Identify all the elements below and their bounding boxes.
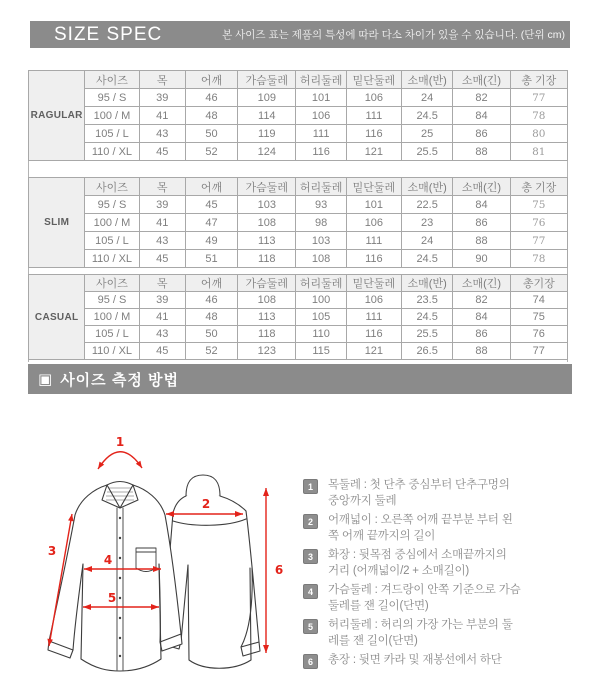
column-header: 가슴둘레	[238, 275, 296, 292]
list-item	[303, 547, 585, 579]
size-table-ragular	[28, 70, 568, 161]
column-header: 사이즈	[85, 178, 139, 196]
table-row	[29, 309, 568, 326]
value-cell: 84	[453, 309, 510, 326]
value-cell: 124	[238, 143, 296, 161]
column-header: 사이즈	[85, 71, 139, 89]
column-header: 가슴둘레	[238, 71, 296, 89]
column-header: 어깨	[185, 275, 237, 292]
diagram-label-3: 3	[47, 544, 57, 558]
line: 둘레를 잰 길이(단면)	[328, 600, 429, 612]
column-header: 밑단둘레	[346, 275, 401, 292]
value-cell: 25.5	[402, 143, 453, 161]
number-badge: 5	[303, 619, 318, 634]
size-cell: 100 / M	[85, 107, 139, 125]
size-spec-header-bar	[30, 21, 570, 48]
value-cell: 116	[346, 250, 401, 268]
value-cell: 111	[346, 107, 401, 125]
value-cell: 39	[139, 292, 185, 309]
line: 가슴둘레 : 겨드랑이 안쪽 기준으로 가슴	[328, 584, 521, 596]
value-cell: 106	[296, 107, 346, 125]
size-table-casual	[28, 274, 568, 360]
size-cell: 95 / S	[85, 292, 139, 309]
size-cell: 105 / L	[85, 326, 139, 343]
number-badge: 3	[303, 549, 318, 564]
value-cell: 88	[453, 143, 510, 161]
value-cell: 43	[139, 125, 185, 143]
value-cell: 80	[510, 125, 567, 143]
value-cell: 41	[139, 309, 185, 326]
value-cell: 48	[185, 107, 237, 125]
value-cell: 84	[453, 196, 510, 214]
diagram-label-6: 6	[274, 563, 284, 577]
value-cell: 46	[185, 89, 237, 107]
column-header: 소매(반)	[402, 275, 453, 292]
value-cell: 74	[510, 292, 567, 309]
value-cell: 114	[238, 107, 296, 125]
value-cell: 116	[346, 125, 401, 143]
value-cell: 108	[296, 250, 346, 268]
value-cell: 76	[510, 214, 567, 232]
value-cell: 39	[139, 89, 185, 107]
column-header: 소매(긴)	[453, 178, 510, 196]
value-cell: 86	[453, 214, 510, 232]
column-header: 소매(반)	[402, 71, 453, 89]
value-cell: 119	[238, 125, 296, 143]
line: 어깨넓이 : 오른쪽 어깨 끝부분 부터 왼	[328, 514, 513, 526]
size-cell: 95 / S	[85, 196, 139, 214]
column-header: 허리둘레	[296, 71, 346, 89]
line: 중앙까지 둘레	[328, 495, 397, 507]
column-header: 소매(긴)	[453, 275, 510, 292]
square-icon: ▣	[38, 371, 54, 388]
value-cell: 24.5	[402, 107, 453, 125]
table-row	[29, 292, 568, 309]
list-item	[303, 582, 585, 614]
column-header: 총 기장	[510, 178, 567, 196]
value-cell: 48	[185, 309, 237, 326]
value-cell: 101	[346, 196, 401, 214]
value-cell: 121	[346, 143, 401, 161]
header-row	[29, 71, 568, 89]
list-item	[303, 477, 585, 509]
measurement-text	[328, 652, 502, 669]
value-cell: 106	[346, 292, 401, 309]
value-cell: 23	[402, 214, 453, 232]
fit-label: SLIM	[29, 178, 85, 268]
table-row	[29, 107, 568, 125]
value-cell: 45	[139, 343, 185, 360]
column-header: 가슴둘레	[238, 178, 296, 196]
header-row	[29, 178, 568, 196]
page-title: SIZE SPEC	[54, 23, 163, 45]
size-cell: 105 / L	[85, 125, 139, 143]
value-cell: 23.5	[402, 292, 453, 309]
value-cell: 22.5	[402, 196, 453, 214]
column-header: 허리둘레	[296, 275, 346, 292]
table-row	[29, 125, 568, 143]
size-cell: 95 / S	[85, 89, 139, 107]
column-header: 목	[139, 178, 185, 196]
value-cell: 24.5	[402, 250, 453, 268]
list-item	[303, 617, 585, 649]
header-row	[29, 275, 568, 292]
table-row	[29, 196, 568, 214]
value-cell: 77	[510, 343, 567, 360]
number-badge: 4	[303, 584, 318, 599]
number-badge: 1	[303, 479, 318, 494]
value-cell: 41	[139, 107, 185, 125]
value-cell: 106	[346, 214, 401, 232]
column-header: 어깨	[185, 71, 237, 89]
value-cell: 49	[185, 232, 237, 250]
value-cell: 103	[296, 232, 346, 250]
value-cell: 43	[139, 326, 185, 343]
size-cell: 110 / XL	[85, 343, 139, 360]
value-cell: 111	[296, 125, 346, 143]
measurement-text	[328, 512, 513, 544]
value-cell: 100	[296, 292, 346, 309]
value-cell: 41	[139, 214, 185, 232]
measurement-definition-list	[303, 477, 585, 672]
size-cell: 100 / M	[85, 309, 139, 326]
value-cell: 86	[453, 125, 510, 143]
line: 목둘레 : 첫 단추 중심부터 단추구멍의	[328, 479, 510, 491]
value-cell: 88	[453, 343, 510, 360]
column-header: 밑단둘레	[346, 71, 401, 89]
value-cell: 25.5	[402, 326, 453, 343]
measure-method-header-bar	[28, 364, 572, 394]
value-cell: 111	[346, 232, 401, 250]
value-cell: 115	[296, 343, 346, 360]
value-cell: 81	[510, 143, 567, 161]
column-header: 어깨	[185, 178, 237, 196]
line: 총장 : 뒷면 카라 및 재봉선에서 하단	[328, 654, 502, 666]
value-cell: 118	[238, 250, 296, 268]
column-header: 소매(반)	[402, 178, 453, 196]
value-cell: 88	[453, 232, 510, 250]
size-cell: 100 / M	[85, 214, 139, 232]
value-cell: 106	[346, 89, 401, 107]
value-cell: 46	[185, 292, 237, 309]
value-cell: 50	[185, 326, 237, 343]
diagram-label-5: 5	[107, 591, 117, 605]
value-cell: 103	[238, 196, 296, 214]
column-header: 총기장	[510, 275, 567, 292]
value-cell: 26.5	[402, 343, 453, 360]
line: 허리둘레 : 허리의 가장 가는 부분의 둘	[328, 619, 513, 631]
measurement-text	[328, 547, 507, 579]
value-cell: 24	[402, 89, 453, 107]
fit-label: CASUAL	[29, 275, 85, 360]
value-cell: 121	[346, 343, 401, 360]
value-cell: 108	[238, 214, 296, 232]
line: 레를 잰 길이(단면)	[328, 635, 418, 647]
value-cell: 111	[346, 309, 401, 326]
measurement-text	[328, 617, 513, 649]
table-row	[29, 326, 568, 343]
size-cell: 110 / XL	[85, 250, 139, 268]
number-badge: 6	[303, 654, 318, 669]
value-cell: 108	[238, 292, 296, 309]
list-item	[303, 652, 585, 669]
value-cell: 75	[510, 196, 567, 214]
value-cell: 39	[139, 196, 185, 214]
value-cell: 76	[510, 326, 567, 343]
column-header: 밑단둘레	[346, 178, 401, 196]
table-row	[29, 250, 568, 268]
value-cell: 51	[185, 250, 237, 268]
value-cell: 86	[453, 326, 510, 343]
shirt-measurement-diagram	[20, 418, 300, 699]
value-cell: 93	[296, 196, 346, 214]
value-cell: 116	[296, 143, 346, 161]
table-row	[29, 343, 568, 360]
value-cell: 43	[139, 232, 185, 250]
value-cell: 52	[185, 343, 237, 360]
value-cell: 47	[185, 214, 237, 232]
value-cell: 50	[185, 125, 237, 143]
list-item	[303, 512, 585, 544]
value-cell: 113	[238, 309, 296, 326]
value-cell: 24	[402, 232, 453, 250]
value-cell: 123	[238, 343, 296, 360]
column-header: 목	[139, 71, 185, 89]
value-cell: 98	[296, 214, 346, 232]
measurement-text	[328, 582, 521, 614]
size-cell: 110 / XL	[85, 143, 139, 161]
value-cell: 78	[510, 250, 567, 268]
value-cell: 45	[139, 250, 185, 268]
value-cell: 113	[238, 232, 296, 250]
shirt-front-view	[48, 482, 182, 672]
value-cell: 52	[185, 143, 237, 161]
value-cell: 82	[453, 89, 510, 107]
value-cell: 75	[510, 309, 567, 326]
column-header: 소매(긴)	[453, 71, 510, 89]
column-header: 허리둘레	[296, 178, 346, 196]
value-cell: 110	[296, 326, 346, 343]
column-header: 목	[139, 275, 185, 292]
fit-label: RAGULAR	[29, 71, 85, 161]
value-cell: 77	[510, 89, 567, 107]
table-row	[29, 214, 568, 232]
measurement-text	[328, 477, 510, 509]
size-disclaimer: 본 사이즈 표는 제품의 특성에 따라 다소 차이가 있을 수 있습니다. (단위 cm)	[222, 29, 565, 41]
table-row	[29, 143, 568, 161]
size-table-slim	[28, 177, 568, 268]
column-header: 사이즈	[85, 275, 139, 292]
column-header: 총 기장	[510, 71, 567, 89]
value-cell: 82	[453, 292, 510, 309]
table-row	[29, 89, 568, 107]
value-cell: 45	[139, 143, 185, 161]
diagram-label-2: 2	[201, 497, 211, 511]
line: 화장 : 뒷목점 중심에서 소매끝까지의	[328, 549, 507, 561]
value-cell: 84	[453, 107, 510, 125]
value-cell: 105	[296, 309, 346, 326]
value-cell: 24.5	[402, 309, 453, 326]
diagram-label-1: 1	[115, 435, 125, 449]
value-cell: 78	[510, 107, 567, 125]
section-title: 사이즈 측정 방법	[60, 371, 179, 389]
size-cell: 105 / L	[85, 232, 139, 250]
line: 쪽 어깨 끝까지의 길이	[328, 530, 436, 542]
value-cell: 77	[510, 232, 567, 250]
value-cell: 118	[238, 326, 296, 343]
number-badge: 2	[303, 514, 318, 529]
value-cell: 90	[453, 250, 510, 268]
table-row	[29, 232, 568, 250]
value-cell: 116	[346, 326, 401, 343]
line: 거리 (어깨넓이/2 + 소매길이)	[328, 565, 470, 577]
value-cell: 25	[402, 125, 453, 143]
diagram-label-4: 4	[103, 553, 113, 567]
value-cell: 109	[238, 89, 296, 107]
value-cell: 45	[185, 196, 237, 214]
value-cell: 101	[296, 89, 346, 107]
